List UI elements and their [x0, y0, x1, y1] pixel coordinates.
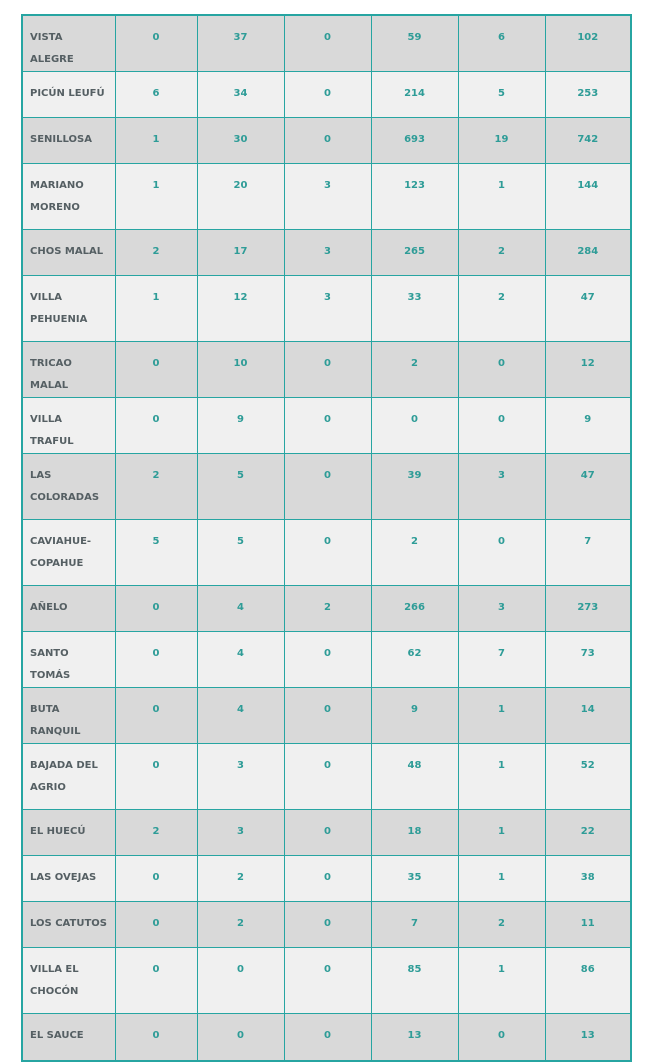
value-cell-col-5 [458, 632, 545, 688]
locality-name-cell [23, 276, 115, 342]
value-text: 4 [237, 648, 244, 659]
value-text: 0 [152, 964, 160, 975]
value-cell-col-3 [284, 342, 371, 398]
value-cell-col-3 [284, 902, 371, 948]
table-row [23, 118, 630, 164]
value-text: 17 [233, 246, 248, 257]
value-text: 3 [324, 292, 331, 303]
value-cell-col-6 [545, 398, 630, 454]
value-cell-col-1 [115, 230, 197, 276]
value-text: 742 [577, 134, 599, 145]
locality-name: LAS COLORADAS [30, 470, 100, 503]
value-cell-col-3 [284, 398, 371, 454]
value-cell-col-6 [545, 276, 630, 342]
value-text: 0 [324, 1030, 331, 1041]
value-cell-col-1 [115, 342, 197, 398]
value-text: 62 [407, 648, 422, 659]
value-cell-col-4 [371, 632, 458, 688]
value-text: 14 [580, 704, 595, 715]
value-cell-col-5 [458, 1014, 545, 1060]
value-text: 47 [580, 470, 595, 481]
value-cell-col-3 [284, 810, 371, 856]
value-text: 3 [498, 470, 505, 481]
value-text: 47 [580, 292, 595, 303]
table-row [23, 72, 630, 118]
table-row [23, 342, 630, 398]
value-cell-col-1 [115, 118, 197, 164]
value-cell-col-4 [371, 398, 458, 454]
locality-name-cell [23, 398, 115, 454]
value-text: 1 [498, 180, 505, 191]
value-text: 3 [237, 826, 244, 837]
value-text: 9 [584, 414, 592, 425]
value-cell-col-2 [197, 632, 284, 688]
value-text: 0 [324, 358, 331, 369]
value-text: 7 [411, 918, 418, 929]
locality-name-cell [23, 342, 115, 398]
data-table-container [21, 14, 632, 1062]
value-text: 1 [498, 704, 505, 715]
value-cell-col-5 [458, 342, 545, 398]
value-text: 1 [152, 180, 160, 191]
value-cell-col-3 [284, 16, 371, 72]
value-text: 19 [494, 134, 509, 145]
data-table [23, 16, 630, 1060]
value-text: 0 [411, 414, 418, 425]
locality-name: VISTA ALEGRE [30, 32, 74, 65]
value-cell-col-2 [197, 810, 284, 856]
locality-name-cell [23, 230, 115, 276]
locality-name-cell [23, 164, 115, 230]
table-row [23, 810, 630, 856]
value-text: 2 [237, 872, 244, 883]
value-text: 30 [233, 134, 248, 145]
value-text: 123 [404, 180, 425, 191]
value-cell-col-4 [371, 454, 458, 520]
value-cell-col-1 [115, 1014, 197, 1060]
value-cell-col-5 [458, 586, 545, 632]
value-cell-col-1 [115, 276, 197, 342]
value-cell-col-6 [545, 342, 630, 398]
locality-name: MARIANO MORENO [30, 180, 84, 213]
value-text: 0 [498, 536, 505, 547]
value-text: 12 [580, 358, 595, 369]
value-text: 10 [233, 358, 248, 369]
table-row [23, 948, 630, 1014]
value-cell-col-5 [458, 948, 545, 1014]
table-row [23, 688, 630, 744]
value-cell-col-2 [197, 454, 284, 520]
value-cell-col-5 [458, 520, 545, 586]
table-row [23, 164, 630, 230]
value-cell-col-2 [197, 688, 284, 744]
value-text: 0 [152, 414, 160, 425]
value-cell-col-2 [197, 230, 284, 276]
locality-name: EL HUECÚ [30, 826, 86, 837]
value-cell-col-5 [458, 454, 545, 520]
value-text: 7 [498, 648, 505, 659]
value-text: 0 [152, 1030, 160, 1041]
table-row [23, 902, 630, 948]
value-text: 2 [498, 292, 505, 303]
value-cell-col-1 [115, 856, 197, 902]
value-cell-col-3 [284, 118, 371, 164]
value-text: 5 [237, 536, 244, 547]
table-body [23, 16, 630, 1060]
value-text: 2 [152, 246, 160, 257]
value-text: 86 [580, 964, 595, 975]
table-row [23, 276, 630, 342]
value-cell-col-1 [115, 520, 197, 586]
value-cell-col-2 [197, 520, 284, 586]
locality-name: LOS CATUTOS [30, 918, 107, 929]
value-cell-col-4 [371, 520, 458, 586]
value-cell-col-4 [371, 118, 458, 164]
value-cell-col-1 [115, 586, 197, 632]
value-cell-col-4 [371, 276, 458, 342]
value-cell-col-4 [371, 1014, 458, 1060]
value-cell-col-2 [197, 856, 284, 902]
value-text: 39 [407, 470, 422, 481]
value-cell-col-6 [545, 118, 630, 164]
value-text: 38 [580, 872, 595, 883]
value-text: 3 [324, 180, 331, 191]
locality-name: AÑELO [30, 602, 68, 613]
value-text: 102 [577, 32, 599, 43]
value-cell-col-5 [458, 16, 545, 72]
locality-name-cell [23, 118, 115, 164]
value-cell-col-3 [284, 744, 371, 810]
value-cell-col-2 [197, 902, 284, 948]
value-text: 20 [233, 180, 248, 191]
value-text: 13 [580, 1030, 595, 1041]
value-cell-col-6 [545, 230, 630, 276]
value-text: 2 [324, 602, 331, 613]
table-row [23, 856, 630, 902]
value-cell-col-3 [284, 856, 371, 902]
value-cell-col-3 [284, 632, 371, 688]
value-cell-col-6 [545, 810, 630, 856]
value-text: 0 [152, 32, 160, 43]
value-cell-col-1 [115, 16, 197, 72]
locality-name-cell [23, 520, 115, 586]
table-row [23, 520, 630, 586]
value-cell-col-1 [115, 902, 197, 948]
locality-name: BAJADA DEL AGRIO [30, 760, 98, 793]
value-text: 0 [152, 760, 160, 771]
locality-name-cell [23, 948, 115, 1014]
value-cell-col-2 [197, 1014, 284, 1060]
value-text: 144 [577, 180, 599, 191]
locality-name-cell [23, 902, 115, 948]
value-cell-col-2 [197, 586, 284, 632]
value-cell-col-4 [371, 688, 458, 744]
value-text: 3 [324, 246, 331, 257]
value-cell-col-6 [545, 16, 630, 72]
value-cell-col-6 [545, 632, 630, 688]
value-text: 2 [152, 470, 160, 481]
value-text: 0 [152, 704, 160, 715]
value-text: 0 [324, 704, 331, 715]
locality-name: VILLA TRAFUL [30, 414, 74, 447]
value-text: 2 [237, 918, 244, 929]
value-cell-col-3 [284, 72, 371, 118]
locality-name-cell [23, 16, 115, 72]
value-text: 18 [407, 826, 422, 837]
value-text: 4 [237, 602, 244, 613]
locality-name: SANTO TOMÁS [30, 648, 71, 681]
value-cell-col-3 [284, 586, 371, 632]
value-text: 0 [324, 918, 331, 929]
locality-name-cell [23, 454, 115, 520]
value-text: 2 [498, 246, 505, 257]
value-text: 0 [324, 872, 331, 883]
value-cell-col-4 [371, 342, 458, 398]
value-text: 0 [324, 760, 331, 771]
table-row [23, 1014, 630, 1060]
value-cell-col-1 [115, 164, 197, 230]
value-cell-col-6 [545, 520, 630, 586]
locality-name: CHOS MALAL [30, 246, 104, 257]
value-text: 3 [237, 760, 244, 771]
value-text: 265 [404, 246, 425, 257]
locality-name: BUTA RANQUIL [30, 704, 81, 737]
value-text: 1 [498, 872, 505, 883]
value-text: 0 [237, 1030, 244, 1041]
locality-name-cell [23, 856, 115, 902]
value-text: 35 [407, 872, 422, 883]
value-text: 0 [324, 826, 331, 837]
locality-name-cell [23, 744, 115, 810]
value-text: 34 [233, 88, 248, 99]
value-cell-col-2 [197, 72, 284, 118]
value-text: 0 [237, 964, 244, 975]
value-text: 1 [498, 964, 505, 975]
value-text: 0 [498, 414, 505, 425]
value-text: 0 [324, 32, 331, 43]
locality-name-cell [23, 632, 115, 688]
value-cell-col-5 [458, 902, 545, 948]
value-text: 5 [498, 88, 505, 99]
value-cell-col-4 [371, 72, 458, 118]
value-cell-col-3 [284, 948, 371, 1014]
value-text: 0 [324, 964, 331, 975]
value-text: 0 [324, 648, 331, 659]
value-cell-col-6 [545, 856, 630, 902]
value-cell-col-4 [371, 810, 458, 856]
table-row [23, 16, 630, 72]
table-row [23, 398, 630, 454]
value-cell-col-1 [115, 948, 197, 1014]
value-text: 1 [152, 292, 160, 303]
table-row [23, 586, 630, 632]
value-text: 22 [580, 826, 595, 837]
value-text: 0 [324, 536, 331, 547]
value-text: 1 [498, 760, 505, 771]
value-cell-col-1 [115, 398, 197, 454]
value-cell-col-2 [197, 16, 284, 72]
value-cell-col-1 [115, 688, 197, 744]
value-text: 2 [411, 358, 418, 369]
value-text: 253 [577, 88, 599, 99]
value-text: 6 [152, 88, 160, 99]
value-cell-col-2 [197, 118, 284, 164]
locality-name-cell [23, 1014, 115, 1060]
locality-name-cell [23, 586, 115, 632]
value-text: 0 [324, 470, 331, 481]
locality-name: EL SAUCE [30, 1030, 84, 1041]
value-cell-col-3 [284, 520, 371, 586]
value-cell-col-6 [545, 164, 630, 230]
value-text: 5 [152, 536, 160, 547]
value-cell-col-4 [371, 902, 458, 948]
value-cell-col-2 [197, 164, 284, 230]
value-cell-col-4 [371, 744, 458, 810]
value-cell-col-6 [545, 948, 630, 1014]
value-text: 9 [237, 414, 244, 425]
value-cell-col-5 [458, 688, 545, 744]
value-text: 0 [498, 1030, 505, 1041]
value-cell-col-1 [115, 72, 197, 118]
value-cell-col-3 [284, 454, 371, 520]
value-cell-col-5 [458, 72, 545, 118]
value-cell-col-1 [115, 454, 197, 520]
value-cell-col-4 [371, 230, 458, 276]
value-cell-col-4 [371, 16, 458, 72]
value-cell-col-4 [371, 586, 458, 632]
value-cell-col-5 [458, 398, 545, 454]
value-cell-col-2 [197, 948, 284, 1014]
value-cell-col-6 [545, 586, 630, 632]
value-cell-col-3 [284, 1014, 371, 1060]
value-text: 85 [407, 964, 422, 975]
value-text: 273 [577, 602, 599, 613]
locality-name: CAVIAHUE-COPAHUE [30, 536, 92, 569]
value-text: 0 [152, 918, 160, 929]
value-cell-col-4 [371, 856, 458, 902]
value-cell-col-3 [284, 276, 371, 342]
value-cell-col-3 [284, 688, 371, 744]
value-cell-col-2 [197, 398, 284, 454]
value-cell-col-5 [458, 276, 545, 342]
value-text: 0 [324, 134, 331, 145]
locality-name: VILLA PEHUENIA [30, 292, 88, 325]
table-row [23, 632, 630, 688]
value-text: 9 [411, 704, 418, 715]
value-cell-col-6 [545, 902, 630, 948]
value-cell-col-5 [458, 164, 545, 230]
value-text: 0 [498, 358, 505, 369]
value-cell-col-5 [458, 744, 545, 810]
table-row [23, 744, 630, 810]
value-text: 284 [577, 246, 599, 257]
value-cell-col-3 [284, 164, 371, 230]
value-text: 59 [407, 32, 422, 43]
locality-name-cell [23, 72, 115, 118]
value-text: 0 [152, 602, 160, 613]
value-text: 214 [404, 88, 425, 99]
value-text: 2 [152, 826, 160, 837]
locality-name: LAS OVEJAS [30, 872, 97, 883]
value-cell-col-4 [371, 948, 458, 1014]
value-text: 5 [237, 470, 244, 481]
value-text: 48 [407, 760, 422, 771]
value-text: 2 [411, 536, 418, 547]
table-row [23, 454, 630, 520]
value-text: 0 [152, 872, 160, 883]
value-text: 2 [498, 918, 505, 929]
value-cell-col-5 [458, 118, 545, 164]
locality-name: VILLA EL CHOCÓN [30, 964, 79, 997]
value-cell-col-1 [115, 632, 197, 688]
value-cell-col-1 [115, 810, 197, 856]
value-text: 33 [407, 292, 422, 303]
value-text: 0 [324, 414, 331, 425]
locality-name-cell [23, 688, 115, 744]
value-text: 73 [580, 648, 595, 659]
value-text: 0 [324, 88, 331, 99]
locality-name: TRICAO MALAL [30, 358, 72, 391]
value-text: 4 [237, 704, 244, 715]
value-cell-col-3 [284, 230, 371, 276]
value-text: 37 [233, 32, 248, 43]
value-cell-col-6 [545, 454, 630, 520]
value-cell-col-2 [197, 276, 284, 342]
locality-name: PICÚN LEUFÚ [30, 88, 105, 99]
value-cell-col-2 [197, 342, 284, 398]
value-cell-col-6 [545, 72, 630, 118]
value-text: 0 [152, 648, 160, 659]
value-text: 1 [152, 134, 160, 145]
value-text: 266 [404, 602, 425, 613]
value-cell-col-6 [545, 688, 630, 744]
value-text: 6 [498, 32, 505, 43]
value-text: 52 [580, 760, 595, 771]
value-text: 693 [404, 134, 425, 145]
value-cell-col-6 [545, 1014, 630, 1060]
value-cell-col-4 [371, 164, 458, 230]
value-text: 0 [152, 358, 160, 369]
value-text: 13 [407, 1030, 422, 1041]
locality-name-cell [23, 810, 115, 856]
value-cell-col-1 [115, 744, 197, 810]
value-text: 1 [498, 826, 505, 837]
value-text: 11 [580, 918, 595, 929]
value-cell-col-5 [458, 810, 545, 856]
locality-name: SENILLOSA [30, 134, 92, 145]
value-cell-col-2 [197, 744, 284, 810]
table-row [23, 230, 630, 276]
value-text: 12 [233, 292, 248, 303]
value-cell-col-5 [458, 856, 545, 902]
value-cell-col-5 [458, 230, 545, 276]
value-cell-col-6 [545, 744, 630, 810]
value-text: 7 [584, 536, 592, 547]
value-text: 3 [498, 602, 505, 613]
